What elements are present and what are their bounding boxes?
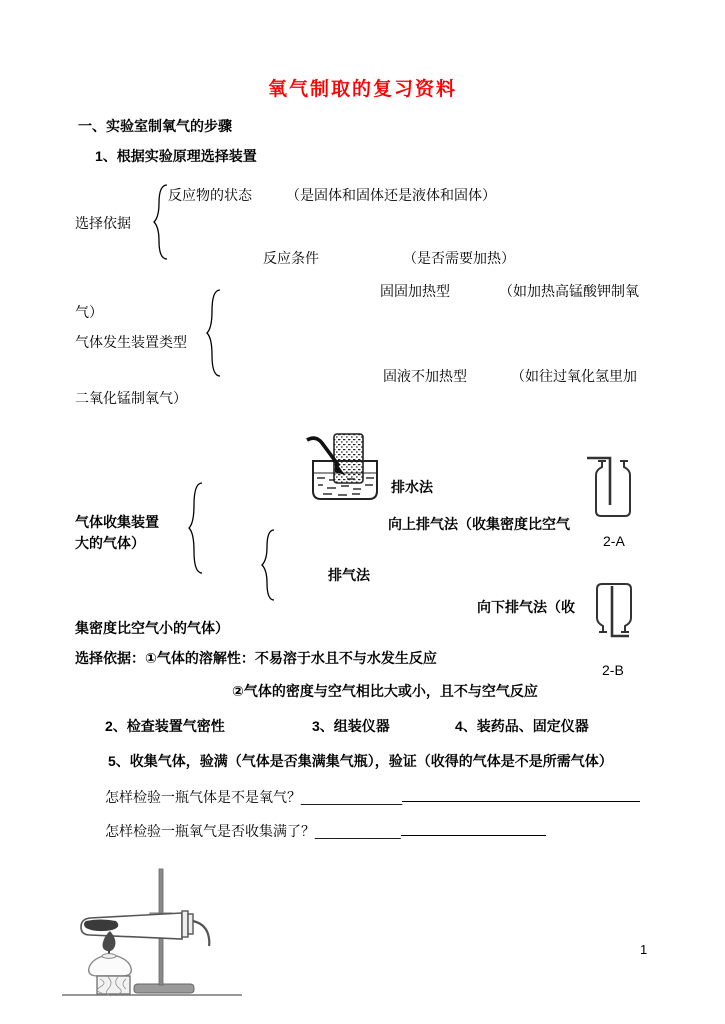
heating-apparatus-icon (58, 855, 248, 1015)
question2-text: 怎样检验一瓶氧气是否收集满了？ (105, 823, 315, 839)
curly-brace-icon (203, 289, 225, 377)
question2-row (105, 821, 546, 840)
solid-solid-heating-label: 固固加热型 (380, 283, 450, 299)
question1-text: 怎样检验一瓶气体是不是氧气？ (105, 789, 301, 805)
gas-jar-2b-diagram (585, 580, 643, 644)
step3-heading: 3、组装仪器 (312, 718, 390, 734)
brace-air-displacement (259, 529, 279, 601)
reaction-condition-label: 反应条件 (263, 250, 319, 266)
solid-solid-heating-note: （如加热高锰酸钾制氧 (499, 283, 639, 299)
water-trough-icon (303, 428, 388, 508)
step5-heading: 5、收集气体，验满（气体是否集满集气瓶），验证（收得的气体是不是所需气体） (108, 753, 613, 769)
reaction-condition-note: （是否需要加热） (403, 250, 515, 266)
reactant-state-label: 反应物的状态 (168, 187, 252, 203)
gas-jar-2a-diagram (585, 450, 641, 522)
question2-blank-line (401, 821, 546, 836)
section-heading-steps: 一、实验室制氧气的步骤 (78, 118, 232, 134)
air-displacement-label: 排气法 (328, 567, 370, 583)
step1-heading: 1、根据实验原理选择装置 (95, 148, 257, 164)
question1-blank-dashes: _____________ (301, 789, 403, 805)
curly-brace-icon (259, 529, 279, 601)
downward-displacement-wrap: 集密度比空气小的气体） (75, 620, 229, 636)
basis-solubility-text: 选择依据：①气体的溶解性：不易溶于水且不与水发生反应 (75, 650, 437, 666)
page-number: 1 (640, 942, 648, 957)
water-displacement-diagram (303, 428, 388, 508)
water-displacement-label: 排水法 (391, 479, 433, 495)
step4-heading: 4、装药品、固定仪器 (455, 718, 589, 734)
solid-liquid-label: 固液不加热型 (383, 368, 467, 384)
gas-jar-downward-icon (585, 580, 643, 644)
figure-label-2a: 2-A (603, 533, 625, 549)
question1-blank-line (402, 787, 640, 802)
generator-type-label: 气体发生装置类型 (75, 334, 187, 350)
selection-basis-label: 选择依据 (75, 215, 131, 231)
solid-liquid-note-wrap: 二氧化锰制氧气） (75, 390, 187, 406)
solid-solid-note-wrap: 气） (75, 304, 103, 320)
curly-brace-icon (185, 482, 207, 574)
gas-jar-upward-icon (585, 450, 641, 522)
reactant-state-note: （是固体和固体还是液体和固体） (286, 187, 496, 203)
upward-displacement-wrap: 大的气体） (75, 535, 145, 551)
figure-label-2b: 2-B (602, 662, 624, 678)
question1-row (105, 787, 640, 806)
upward-displacement-label: 向上排气法（收集密度比空气 (388, 516, 570, 532)
solid-liquid-note: （如往过氧化氢里加 (511, 368, 637, 384)
collection-device-label: 气体收集装置 (75, 514, 159, 530)
brace-generator-type (203, 289, 225, 377)
brace-selection-basis (150, 184, 172, 260)
heating-apparatus-diagram (58, 855, 248, 1015)
brace-collection-device (185, 482, 207, 574)
downward-displacement-label: 向下排气法（收 (477, 599, 575, 615)
page-title: 氧气制取的复习资料 (267, 79, 457, 100)
curly-brace-icon (150, 184, 172, 260)
question2-blank-dashes: ___________ (315, 823, 401, 839)
step2-heading: 2、检查装置气密性 (105, 718, 225, 734)
basis-density-text: ②气体的密度与空气相比大或小，且不与空气反应 (232, 683, 538, 699)
